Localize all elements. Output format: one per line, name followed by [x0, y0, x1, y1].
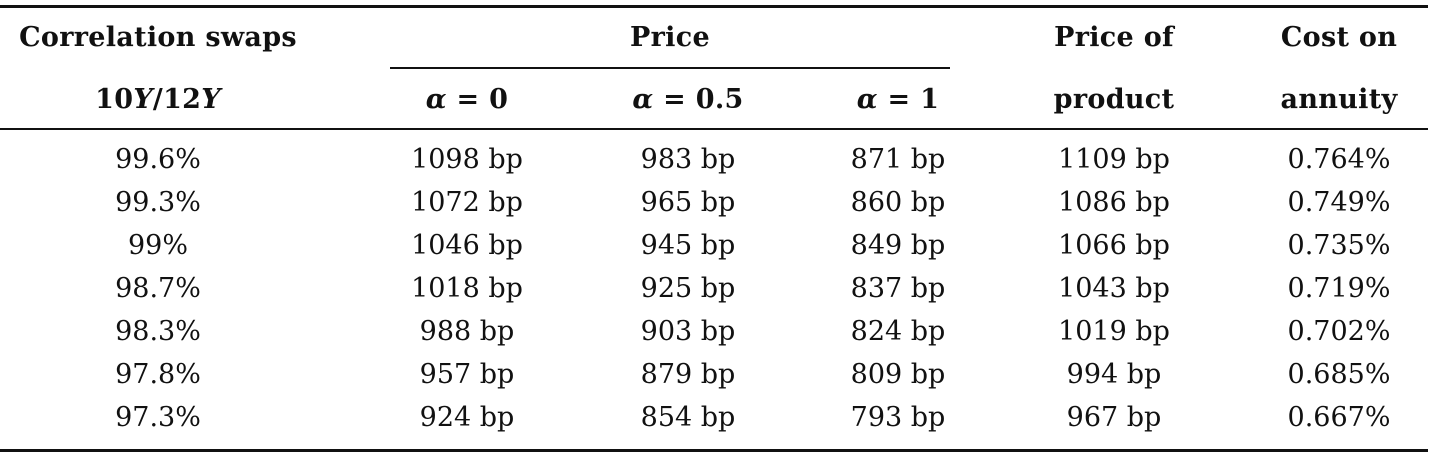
- cell-price-alpha-0: 924 bp: [419, 402, 515, 433]
- cell-price-of-product: 967 bp: [1066, 402, 1162, 433]
- header-rule: [0, 128, 1428, 130]
- cell-price-alpha-0-5: 983 bp: [640, 144, 736, 175]
- cell-cost-on-annuity: 0.719%: [1287, 273, 1391, 304]
- header-price-of-product-line2: product: [1053, 84, 1175, 115]
- cell-cost-on-annuity: 0.764%: [1287, 144, 1391, 175]
- header-alpha-0-5: α = 0.5: [632, 84, 744, 115]
- cell-correlation: 99.6%: [115, 144, 201, 175]
- cell-correlation: 97.8%: [115, 359, 201, 390]
- cell-cost-on-annuity: 0.667%: [1287, 402, 1391, 433]
- cell-price-alpha-0: 988 bp: [419, 316, 515, 347]
- cell-price-of-product: 1043 bp: [1058, 273, 1170, 304]
- header-maturity-pair: 10Y/12Y: [95, 84, 221, 115]
- cell-price-alpha-1: 871 bp: [850, 144, 946, 175]
- cell-price-alpha-0-5: 945 bp: [640, 230, 736, 261]
- header-alpha-1: α = 1: [856, 84, 940, 115]
- cell-cost-on-annuity: 0.702%: [1287, 316, 1391, 347]
- cell-correlation: 97.3%: [115, 402, 201, 433]
- cell-price-alpha-0: 1098 bp: [411, 144, 523, 175]
- cell-price-alpha-0: 1072 bp: [411, 187, 523, 218]
- cell-price-alpha-1: 793 bp: [850, 402, 946, 433]
- header-cost-on-annuity-line2: annuity: [1280, 84, 1398, 115]
- cell-price-of-product: 994 bp: [1066, 359, 1162, 390]
- header-alpha-0: α = 0: [425, 84, 509, 115]
- header-price-group: Price: [630, 22, 710, 53]
- cell-correlation: 98.7%: [115, 273, 201, 304]
- cell-price-of-product: 1066 bp: [1058, 230, 1170, 261]
- cell-price-alpha-0-5: 965 bp: [640, 187, 736, 218]
- header-price-of-product-line1: Price of: [1054, 22, 1174, 53]
- cell-price-alpha-1: 824 bp: [850, 316, 946, 347]
- cell-correlation: 99%: [127, 230, 189, 261]
- cell-price-alpha-0: 1018 bp: [411, 273, 523, 304]
- cell-price-alpha-0-5: 903 bp: [640, 316, 736, 347]
- cell-cost-on-annuity: 0.685%: [1287, 359, 1391, 390]
- cell-price-alpha-0: 1046 bp: [411, 230, 523, 261]
- cell-price-of-product: 1086 bp: [1058, 187, 1170, 218]
- cell-price-alpha-1: 860 bp: [850, 187, 946, 218]
- cell-cost-on-annuity: 0.749%: [1287, 187, 1391, 218]
- cell-price-alpha-0-5: 925 bp: [640, 273, 736, 304]
- header-cost-on-annuity-line1: Cost on: [1280, 22, 1398, 53]
- cell-price-alpha-0: 957 bp: [419, 359, 515, 390]
- cell-correlation: 99.3%: [115, 187, 201, 218]
- bottom-rule: [0, 449, 1428, 452]
- cell-price-alpha-1: 809 bp: [850, 359, 946, 390]
- cell-price-alpha-0-5: 854 bp: [640, 402, 736, 433]
- top-rule: [0, 5, 1428, 8]
- price-group-rule: [390, 67, 950, 69]
- cell-price-alpha-1: 849 bp: [850, 230, 946, 261]
- cell-cost-on-annuity: 0.735%: [1287, 230, 1391, 261]
- cell-price-alpha-1: 837 bp: [850, 273, 946, 304]
- cell-correlation: 98.3%: [115, 316, 201, 347]
- cell-price-of-product: 1019 bp: [1058, 316, 1170, 347]
- cell-price-of-product: 1109 bp: [1058, 144, 1170, 175]
- header-correlation-swaps: Correlation swaps: [19, 22, 297, 53]
- cell-price-alpha-0-5: 879 bp: [640, 359, 736, 390]
